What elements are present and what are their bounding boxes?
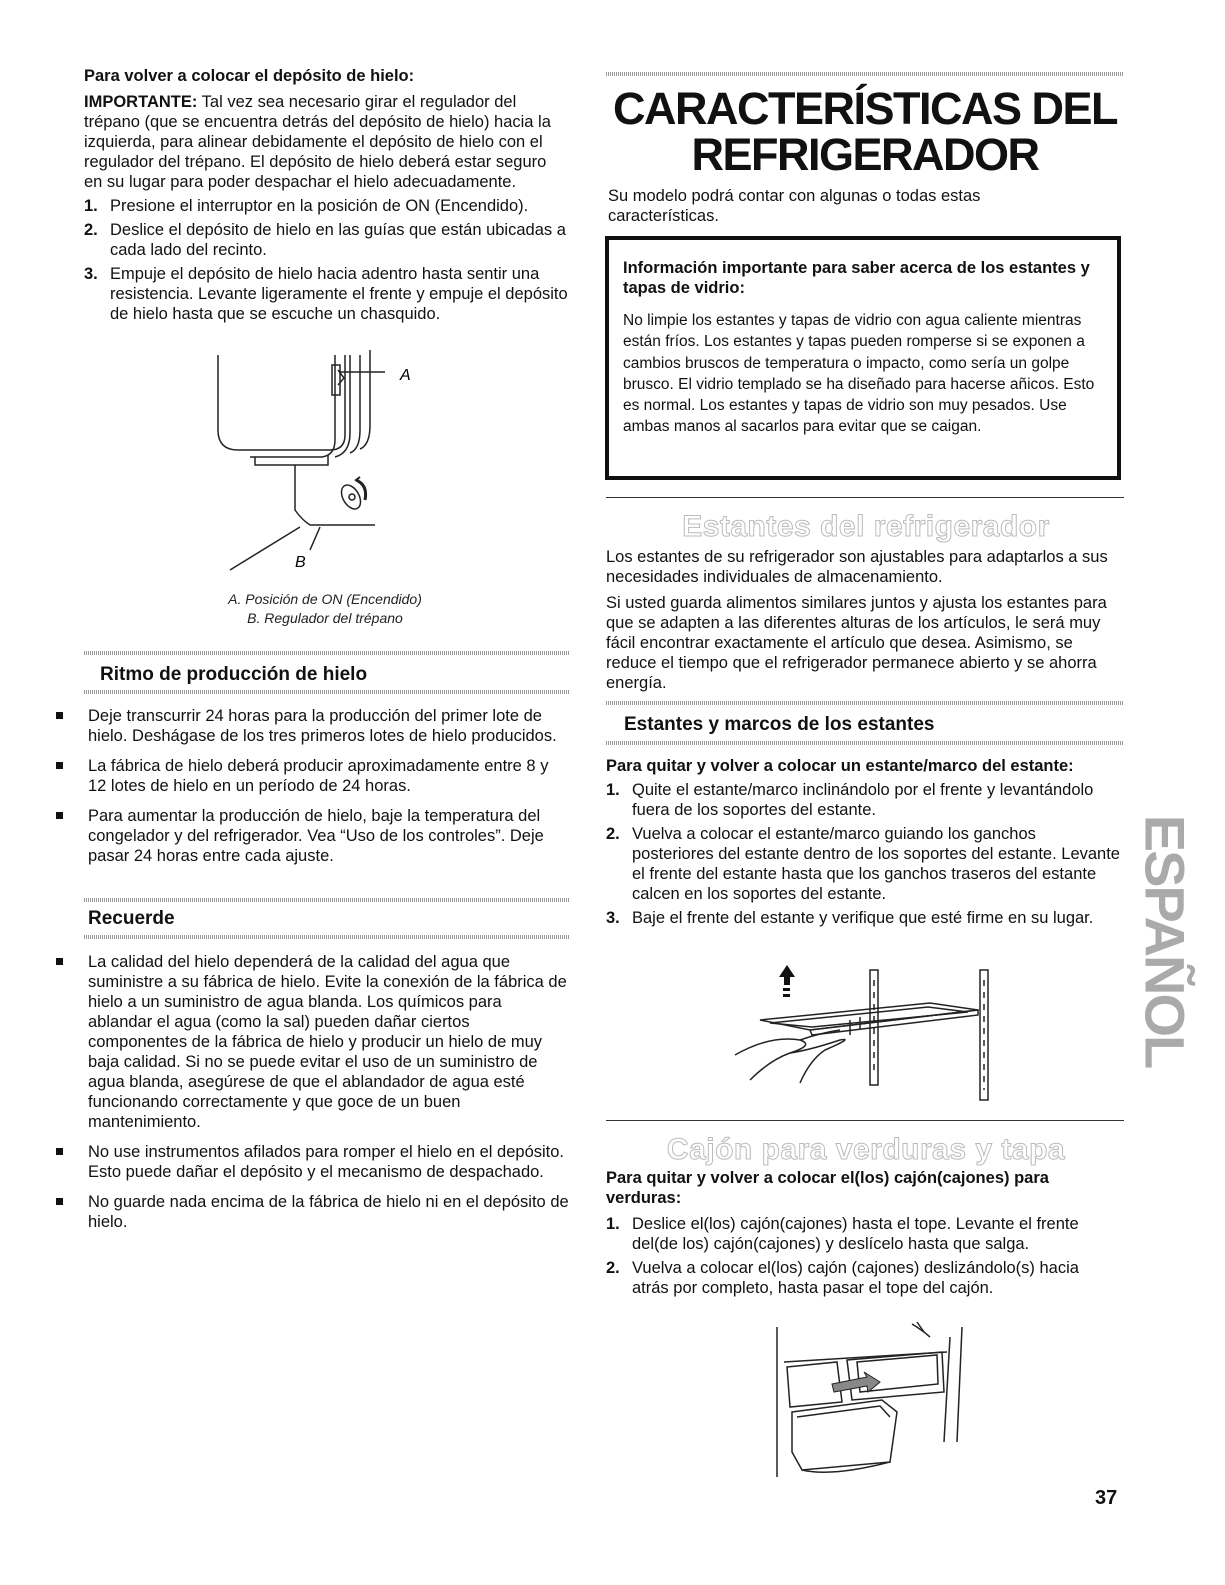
section-rule — [606, 1120, 1124, 1121]
list-item: La calidad del hielo dependerá de la calidad del agua que suministre a su fábrica de hielo. Evite la conexión de la fábrica de hielo a un suministro de agua blanda. Los químicos para ablandar el agua (como la sal) pueden dañar ciertos componentes de la fábrica de hielo y producir un hielo de muy baja calidad. Si no se puede evitar el uso de un suministro de agua blanda, asegúrese de que el ablandador de agua esté funcionando correctamente y que goce de un buen mantenimiento. — [56, 952, 570, 1132]
bullet-icon — [56, 958, 63, 965]
important-note — [84, 92, 569, 192]
shelves-paragraph-2: Si usted guarda alimentos similares juntos y ajusta los estantes para que se adapten a las diferentes alturas de los artículos, le será muy fácil encontrar exactamente el artículo que desea. Asimismo, se reduce el tiempo que el refrigerador permanece abierto y se ahorra energía. — [606, 594, 1107, 692]
section-divider — [606, 741, 1124, 745]
list-item: 1. Deslice el(los) cajón(cajones) hasta el tope. Levante el frente del(de los) cajón(cajones) y deslícelo hasta que salga. — [606, 1215, 1079, 1253]
list-item: 3. Baje el frente del estante y verifique que esté firme en su lugar. — [606, 909, 1094, 927]
fig-label-b: B — [295, 554, 306, 571]
glass-warning-box — [605, 236, 1121, 480]
section-title-ice-rate: Ritmo de producción de hielo — [100, 664, 368, 685]
section-title-remember: Recuerde — [88, 908, 175, 929]
fig-label-a: A — [400, 367, 411, 384]
section-title-crisper: Cajón para verduras y tapa — [666, 1133, 1066, 1166]
list-item: No use instrumentos afilados para romper el hielo en el depósito. Esto puede dañar el depósito y el mecanismo de despachado. — [56, 1142, 570, 1182]
list-item: 1. Presione el interruptor en la posición de ON (Encendido). — [84, 197, 529, 215]
page-title — [606, 83, 1124, 180]
section-title-shelves: Estantes del refrigerador — [682, 510, 1050, 543]
list-item: 1. Quite el estante/marco inclinándolo por el frente y levantándolo fuera de los soportes del estante. — [606, 781, 1094, 819]
bullet-icon — [56, 812, 63, 819]
language-side-tab — [1135, 815, 1195, 1070]
caption-a: A. Posición de ON (Encendido) — [228, 591, 422, 607]
shelves-paragraph-1: Los estantes de su refrigerador son ajustables para adaptarlos a sus necesidades individuales de almacenamiento. — [606, 548, 1108, 586]
shelf-illustration — [730, 965, 1000, 1100]
frames-heading: Para quitar y volver a colocar un estante/marco del estante: — [606, 757, 1074, 775]
bullet-icon — [56, 1148, 63, 1155]
section-divider — [84, 690, 570, 694]
crisper-heading: Para quitar y volver a colocar el(los) cajón(cajones) para verduras: — [606, 1169, 1049, 1207]
page-number: 37 — [1095, 1487, 1118, 1509]
language-tab-label: ESPAÑOL — [1133, 814, 1197, 1068]
important-label: IMPORTANTE: — [84, 93, 198, 111]
bullet-icon — [56, 762, 63, 769]
ice-bin-caption — [200, 590, 450, 628]
bullet-icon — [56, 1198, 63, 1205]
intro-text: Su modelo podrá contar con algunas o todas estas características. — [608, 187, 981, 225]
page-title-line1: CARACTERÍSTICAS DEL — [612, 83, 1117, 134]
list-item: Para aumentar la producción de hielo, baje la temperatura del congelador y del refrigerador. Vea “Uso de los controles”. Deje pasar 24 horas entre cada ajuste. — [56, 806, 570, 866]
title-divider — [606, 72, 1124, 76]
section-divider — [84, 898, 570, 902]
left-column — [84, 66, 569, 324]
replace-steps — [84, 196, 569, 324]
list-item: 2. Vuelva a colocar el(los) cajón (cajones) deslizándolo(s) hacia atrás por completo, hasta pasar el tope del cajón. — [606, 1259, 1079, 1297]
ice-bin-illustration — [210, 345, 410, 575]
replace-ice-bin-heading: Para volver a colocar el depósito de hielo: — [84, 67, 415, 85]
frames-steps — [606, 780, 1120, 928]
list-item: No guarde nada encima de la fábrica de hielo ni en el depósito de hielo. — [56, 1192, 570, 1232]
list-item: 2. Vuelva a colocar el estante/marco guiando los ganchos posteriores del estante dentro de los soportes del estante. Levante el frente del estante hasta que los ganchos traseros del estante calcen en los soportes del estante. — [606, 825, 1120, 903]
bullet-icon — [56, 712, 63, 719]
frames-instructions — [606, 756, 1120, 928]
list-item: Deje transcurrir 24 horas para la producción del primer lote de hielo. Deshágase de los tres primeros lotes de hielo producidos. — [56, 706, 570, 746]
section-title-frames: Estantes y marcos de los estantes — [624, 714, 935, 735]
remember-list — [56, 952, 570, 1242]
warning-text: No limpie los estantes y tapas de vidrio con agua caliente mientras están fríos. Los estantes y tapas pueden romperse si se exponen a cambios bruscos de temperatura o impacto, como sería un golpe brusco. El vidrio templado se ha diseñado para hacerse añicos. Esto es normal. Los estantes y tapas de vidrio son muy pesados. Use ambas manos al sacarlos para evitar que se caigan. — [623, 312, 1095, 436]
section-rule — [606, 497, 1124, 498]
section-divider — [84, 651, 570, 655]
ice-rate-list — [56, 706, 570, 876]
crisper-instructions — [606, 1168, 1120, 1298]
section-divider — [84, 935, 570, 939]
list-item: La fábrica de hielo deberá producir aproximadamente entre 8 y 12 lotes de hielo en un período de 24 horas. — [56, 756, 570, 796]
section-divider — [606, 701, 1124, 705]
crisper-illustration — [772, 1322, 972, 1480]
caption-b: B. Regulador del trépano — [247, 610, 403, 626]
list-item: 3. Empuje el depósito de hielo hacia adentro hasta sentir una resistencia. Levante ligeramente el frente y empuje el depósito de hielo hasta que se escuche un chasquido. — [84, 265, 568, 323]
warning-heading: Información importante para saber acerca de los estantes y tapas de vidrio: — [623, 259, 1090, 297]
list-item: 2. Deslice el depósito de hielo en las guías que están ubicadas a cada lado del recinto. — [84, 221, 566, 259]
crisper-steps — [606, 1214, 1120, 1298]
page-title-line2: REFRIGERADOR — [691, 129, 1039, 180]
important-text: Tal vez sea necesario girar el regulador del trépano (que se encuentra detrás del depósito de hielo) hacia la izquierda, para alinear debidamente el depósito de hielo con el regulador del trépano. El depósito de hielo deberá estar seguro en su lugar para poder despachar el hielo adecuadamente. — [84, 93, 551, 191]
